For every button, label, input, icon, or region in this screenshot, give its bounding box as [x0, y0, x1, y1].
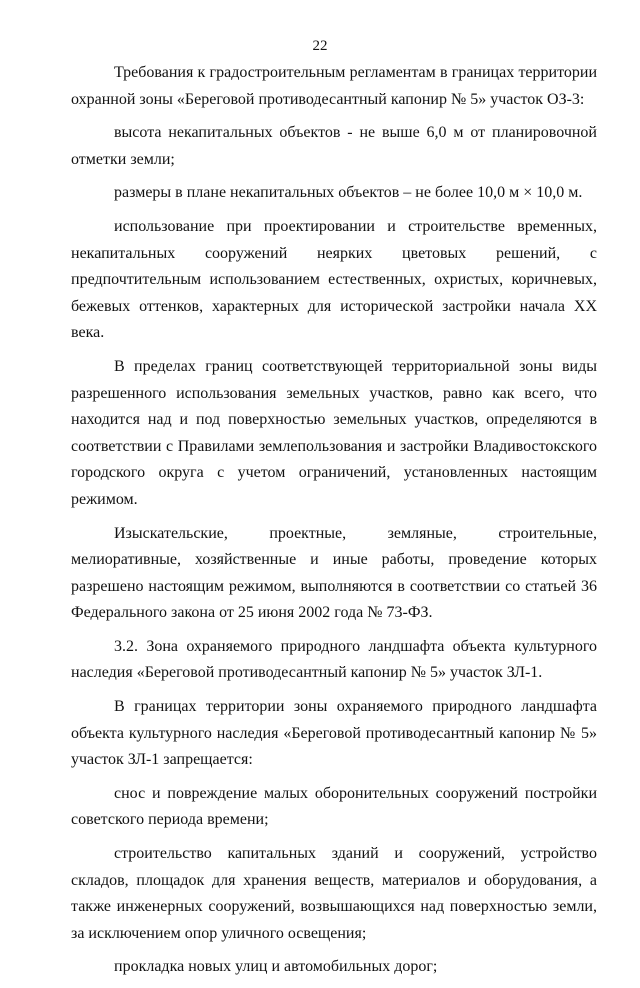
paragraph-height-limit: высота некапитальных объектов - не выше 6,0 м от планировочной отметки земли;	[71, 124, 597, 168]
paragraph-size-limit: размеры в плане некапитальных объектов – не более 10,0 м × 10,0 м.	[114, 184, 583, 202]
paragraph-demolition: снос и повреждение малых оборонительных сооружений постройки советского периода времени;	[71, 784, 597, 829]
paragraph-permitted-use: В пределах границ соответствующей территориальной зоны виды разрешенного использования земельных участков, равно как всего, что находится над и под поверхностью земельных участков, определяются в соответствии с Правилами землепользования и застройки Владивостокского городского округа с учетом ограничений, установленных настоящим режимом.	[71, 357, 597, 508]
paragraph-requirements-oz3: Требования к градостроительным регламентам в границах территории охранной зоны «Береговой противодесантный капонир № 5» участок ОЗ-3:	[71, 64, 597, 108]
page-number: 22	[312, 38, 328, 54]
paragraph-roads: прокладка новых улиц и автомобильных дорог;	[114, 958, 438, 976]
paragraph-works: Изыскательские, проектные, земляные, строительные, мелиоративные, хозяйственные и иные работы, проведение которых разрешено настоящим режимом, выполняются в соответствии со статьей 36 Федерального закона от 25 июня 2002 года № 73-ФЗ.	[71, 524, 597, 622]
paragraph-construction: строительство капитальных зданий и сооружений, устройство складов, площадок для хранения веществ, материалов и оборудования, а также инженерных сооружений, возвышающихся над поверхностью земли, за исключением опор уличного освещения;	[71, 845, 597, 942]
paragraph-zl1-prohibited: В границах территории зоны охраняемого природного ландшафта объекта культурного наследия «Береговой противодесантный капонир № 5» участок ЗЛ-1 запрещается:	[71, 698, 597, 769]
paragraph-color-usage: использование при проектировании и строительстве временных, некапитальных сооружений неярких цветовых решений, с предпочтительным использованием естественных, охристых, коричневых, бежевых оттенков, характерных для исторической застройки начала XX века.	[71, 217, 597, 342]
document-body	[71, 60, 597, 988]
section-heading-3-2: 3.2. Зона охраняемого природного ландшафта объекта культурного наследия «Береговой противодесантный капонир № 5» участок ЗЛ-1.	[71, 637, 597, 682]
